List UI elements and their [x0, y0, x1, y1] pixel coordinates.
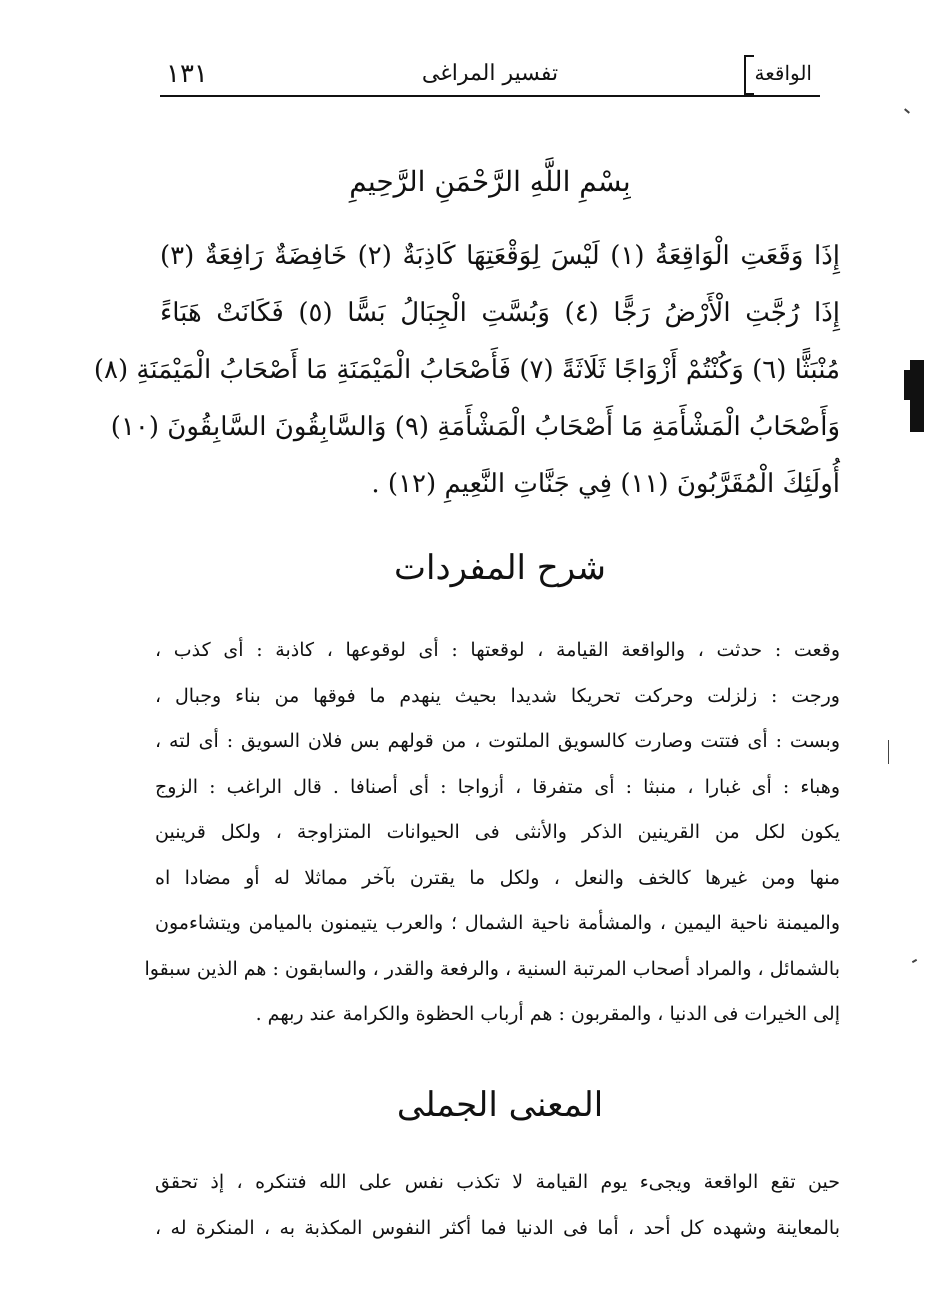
surah-name: الواقعة — [754, 61, 812, 85]
text-line: يكون لكل من القرينين الذكر والأنثى فى الحيوانات المتزاوجة ، ولكل قرينين — [155, 821, 840, 843]
scan-speck — [888, 740, 889, 764]
basmala: بِسْمِ اللَّهِ الرَّحْمَنِ الرَّحِيمِ — [349, 165, 631, 198]
verse-line: مُنْبَثًّا (٦) وَكُنْتُمْ أَزْوَاجًا ثَلَاثَةً (٧) فَأَصْحَابُ الْمَيْمَنَةِ مَا أَصْحَابُ الْمَيْمَنَةِ (٨) — [93, 355, 840, 385]
text-line: بالشمائل ، والمراد أصحاب المرتبة السنية ، والرفعة والقدر ، والسابقون : هم الذين سبقوا — [144, 957, 840, 980]
scan-speck — [912, 959, 917, 963]
text-line: وبست : أى فتتت وصارت كالسويق الملتوت ، من قولهم بس فلان السويق : أى لته ، — [155, 730, 840, 752]
text-line: والميمنة ناحية اليمين ، والمشأمة ناحية الشمال ؛ والعرب يتيمنون بالميامن ويتشاءمون — [155, 912, 840, 934]
header-rule — [160, 95, 820, 97]
page-number: ١٣١ — [166, 59, 208, 89]
surah-bracket-mark — [744, 55, 754, 95]
section-title-vocabulary: شرح المفردات — [393, 548, 607, 588]
verse-line: وَأَصْحَابُ الْمَشْأَمَةِ مَا أَصْحَابُ الْمَشْأَمَةِ (٩) وَالسَّابِقُونَ السَّابِقُونَ (١٠) — [110, 412, 840, 442]
section-title-general-meaning: المعنى الجملى — [396, 1085, 604, 1125]
verse-line: أُولَئِكَ الْمُقَرَّبُونَ (١١) فِي جَنَّاتِ النَّعِيمِ (١٢) . — [371, 469, 840, 499]
text-line: بالمعاينة وشهده كل أحد ، أما فى الدنيا فما أكثر النفوس المكذبة به ، المنكرة له ، — [155, 1216, 840, 1239]
vocabulary-paragraph — [144, 628, 840, 1038]
text-line: ورجت : زلزلت وحركت تحريكا شديدا بحيث ينهدم ما فوقها من بناء وجبال ، — [155, 684, 840, 707]
page-header — [160, 55, 820, 95]
text-line: حين تقع الواقعة ويجىء يوم القيامة لا تكذب نفس على الله فتنكره ، إذ تحقق — [155, 1171, 840, 1193]
verse-line: إِذَا رُجَّتِ الْأَرْضُ رَجًّا (٤) وَبُسَّتِ الْجِبَالُ بَسًّا (٥) فَكَانَتْ هَبَاءً — [160, 298, 840, 328]
text-line: إلى الخيرات فى الدنيا ، والمقربون : هم أرباب الحظوة والكرامة عند ربهم . — [255, 1003, 840, 1025]
running-title: تفسير المراغى — [421, 61, 559, 86]
quran-verses — [93, 228, 840, 513]
text-line: منها ومن غيرها كالخف والنعل ، ولكل ما يقترن بآخر مماثلا له أو مضادا اه — [155, 866, 840, 889]
scan-speck — [904, 108, 910, 113]
text-line: وهباء : أى غبارا ، منبثا : أى متفرقا ، أزواجا : أى أصنافا . قال الراغب : الزوج — [155, 775, 840, 798]
verse-line: إِذَا وَقَعَتِ الْوَاقِعَةُ (١) لَيْسَ لِوَقْعَتِهَا كَاذِبَةٌ (٢) خَافِضَةٌ رَافِعَةٌ (٣) — [160, 241, 840, 271]
scan-artifact — [910, 360, 924, 432]
meaning-paragraph — [155, 1160, 840, 1251]
text-line: وقعت : حدثت ، والواقعة القيامة ، لوقعتها : أى لوقوعها ، كاذبة : أى كذب ، — [155, 639, 840, 661]
